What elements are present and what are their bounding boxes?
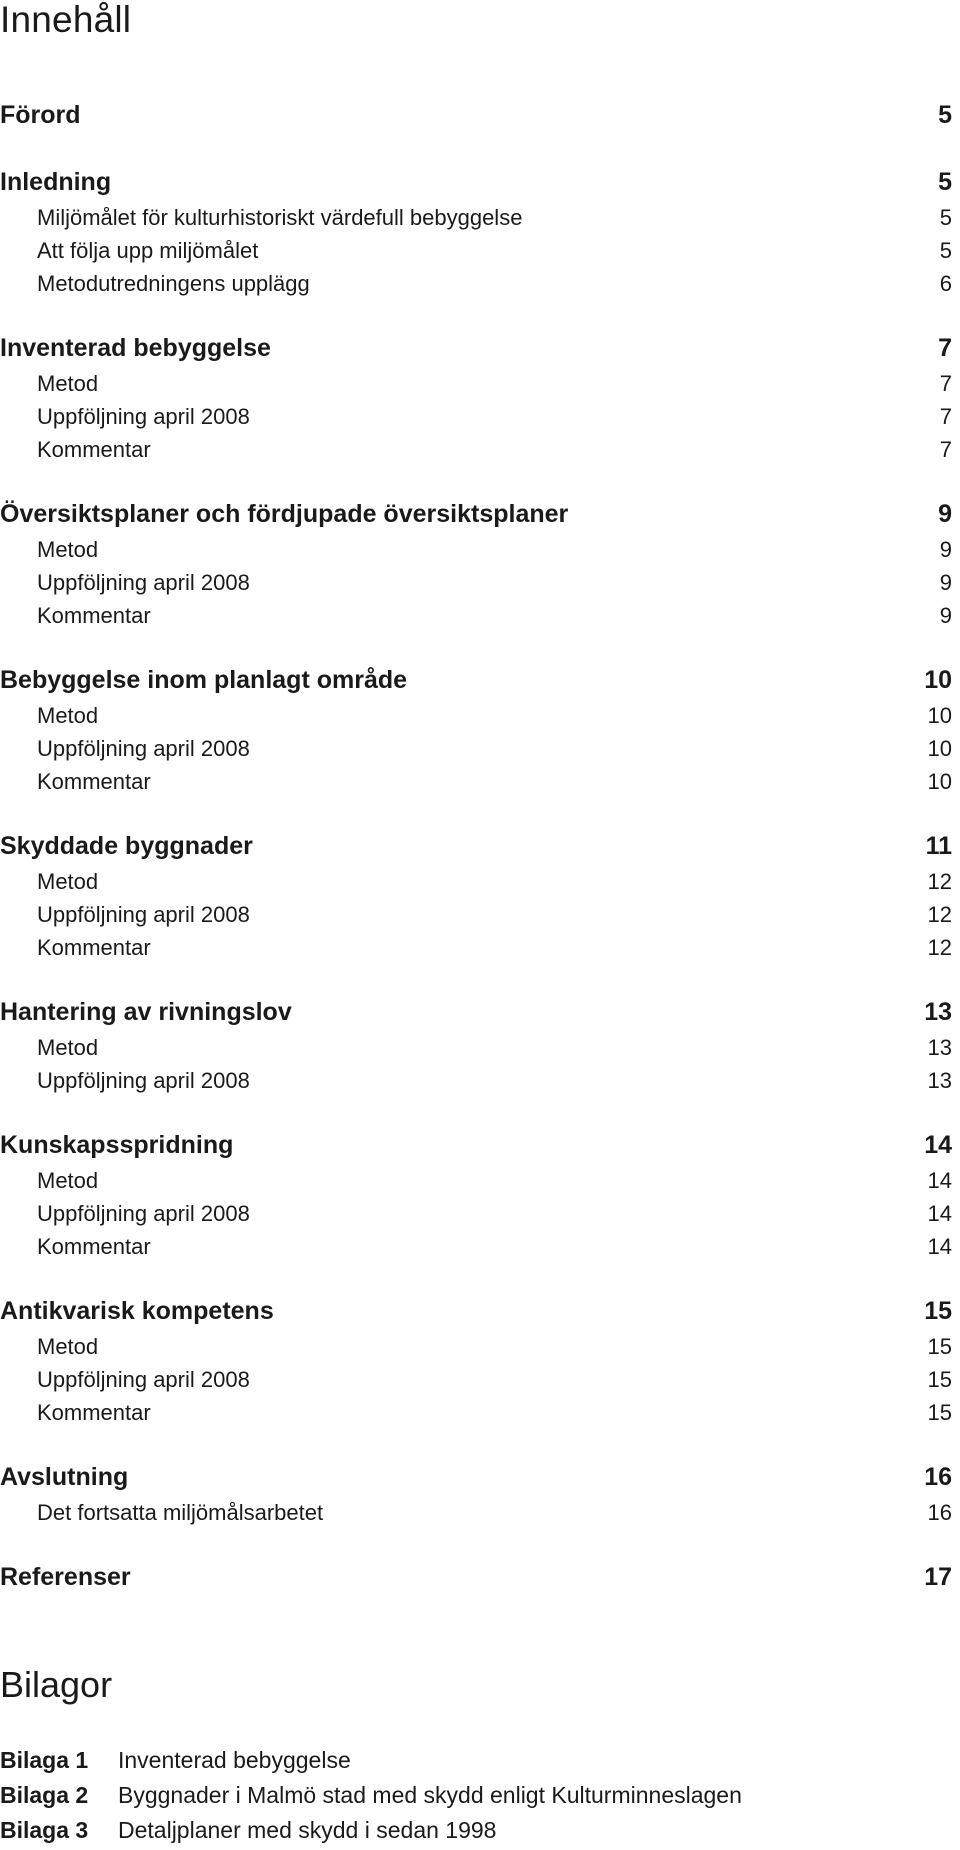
toc-subsection-title: Kommentar (37, 1234, 151, 1259)
toc-subsection-row[interactable] (0, 1396, 952, 1429)
toc-subsection-title: Uppföljning april 2008 (37, 902, 250, 927)
toc-section (0, 330, 952, 496)
toc-section-title: Kunskapsspridning (0, 1131, 234, 1159)
section-spacer (0, 1429, 952, 1459)
toc-section-row[interactable] (0, 662, 952, 699)
toc-subsection-row[interactable] (0, 1064, 952, 1097)
toc-page-number: 16 (927, 1500, 952, 1525)
toc-page-number: 5 (938, 101, 952, 129)
toc-subsection-title: Kommentar (37, 935, 151, 960)
toc-section-title: Avslutning (0, 1463, 129, 1491)
toc-section (0, 164, 952, 330)
toc-subsection-title: Metod (37, 371, 99, 396)
appendix-row[interactable] (0, 1813, 952, 1848)
toc-subsection-title: Att följa upp miljömålet (37, 238, 259, 263)
toc-page-number: 15 (927, 1367, 952, 1392)
toc-page-number: 14 (924, 1131, 952, 1159)
toc-page-number: 9 (938, 500, 952, 528)
toc-page-number: 15 (927, 1400, 952, 1425)
toc-subsection-title: Metod (37, 703, 99, 728)
toc-section-row[interactable] (0, 330, 952, 367)
toc-subsection-row[interactable] (0, 201, 952, 234)
toc-section (0, 1127, 952, 1293)
toc-subsection-title: Metodutredningens upplägg (37, 271, 310, 296)
section-spacer (0, 466, 952, 496)
toc-subsection-title: Uppföljning april 2008 (37, 1201, 250, 1226)
toc-section-title: Referenser (0, 1563, 131, 1591)
toc-subsection-row[interactable] (0, 1031, 952, 1064)
toc-section (0, 1559, 952, 1596)
toc-page-number: 7 (939, 437, 952, 462)
toc-subsection-row[interactable] (0, 732, 952, 765)
toc-subsection-title: Miljömålet för kulturhistoriskt värdefull bebyggelse (37, 205, 523, 230)
toc-section-row[interactable] (0, 164, 952, 201)
toc-section-title: Inledning (0, 168, 112, 196)
toc-subsection-title: Metod (37, 537, 99, 562)
toc-section-title: Bebyggelse inom planlagt område (0, 666, 408, 694)
toc-page-number: 13 (924, 998, 952, 1026)
toc-subsection-row[interactable] (0, 599, 952, 632)
toc-page-number: 9 (939, 537, 952, 562)
appendix-row[interactable] (0, 1778, 952, 1813)
toc-section (0, 1293, 952, 1459)
section-spacer (0, 798, 952, 828)
toc-page-number: 13 (927, 1068, 952, 1093)
appendix-title: Bilagor (0, 1664, 113, 1705)
section-spacer (0, 1263, 952, 1293)
toc-subsection-row[interactable] (0, 1230, 952, 1263)
toc-section-row[interactable] (0, 496, 952, 533)
section-spacer (0, 1529, 952, 1559)
toc-subsection-row[interactable] (0, 699, 952, 732)
toc-page-number: 5 (939, 205, 952, 230)
toc-subsection-row[interactable] (0, 566, 952, 599)
toc-section (0, 662, 952, 828)
appendix-row[interactable] (0, 1743, 952, 1778)
toc-subsection-title: Uppföljning april 2008 (37, 404, 250, 429)
toc-page-number: 12 (927, 902, 952, 927)
toc-page-number: 9 (939, 570, 952, 595)
section-spacer (0, 1097, 952, 1127)
appendix-label: Bilaga 3 (0, 1817, 89, 1843)
page-title: Innehåll (0, 0, 132, 40)
toc-subsection-row[interactable] (0, 400, 952, 433)
toc-page-number: 13 (927, 1035, 952, 1060)
toc-page-number: 16 (924, 1463, 952, 1491)
toc-page-number: 5 (938, 168, 952, 196)
toc-subsection-title: Kommentar (37, 769, 151, 794)
toc-page-number: 17 (924, 1563, 952, 1591)
toc-section-row[interactable] (0, 97, 952, 134)
toc-subsection-row[interactable] (0, 533, 952, 566)
toc-page-number: 15 (924, 1297, 952, 1325)
toc-subsection-title: Uppföljning april 2008 (37, 736, 250, 761)
toc-page-number: 7 (938, 334, 952, 362)
appendix-list (0, 1743, 952, 1848)
toc-page-number: 10 (927, 769, 952, 794)
toc-subsection-title: Metod (37, 1334, 99, 1359)
section-spacer (0, 632, 952, 662)
toc-subsection-row[interactable] (0, 1496, 952, 1529)
appendix-description: Byggnader i Malmö stad med skydd enligt Kulturminneslagen (118, 1782, 742, 1808)
toc-subsection-row[interactable] (0, 1197, 952, 1230)
toc-subsection-row[interactable] (0, 931, 952, 964)
toc-page-number: 5 (939, 238, 952, 263)
toc-subsection-row[interactable] (0, 1164, 952, 1197)
toc-section-title: Skyddade byggnader (0, 832, 253, 860)
toc-subsection-row[interactable] (0, 1330, 952, 1363)
toc-section (0, 1459, 952, 1559)
toc-section-row[interactable] (0, 1459, 952, 1496)
toc-section (0, 496, 952, 662)
toc-subsection-title: Metod (37, 1035, 99, 1060)
toc-section-row[interactable] (0, 1127, 952, 1164)
toc-section (0, 994, 952, 1127)
toc-section-row[interactable] (0, 828, 952, 865)
toc-subsection-title: Kommentar (37, 437, 151, 462)
appendix-label: Bilaga 1 (0, 1747, 89, 1773)
toc-subsection-row[interactable] (0, 367, 952, 400)
toc-subsection-row[interactable] (0, 267, 952, 300)
toc-section-title: Antikvarisk kompetens (0, 1297, 274, 1325)
toc-section-title: Hantering av rivningslov (0, 998, 292, 1026)
toc-page-number: 15 (927, 1334, 952, 1359)
toc-page-number: 10 (924, 666, 952, 694)
toc-subsection-title: Det fortsatta miljömålsarbetet (37, 1500, 324, 1525)
appendix-label: Bilaga 2 (0, 1782, 89, 1808)
appendix-description: Detaljplaner med skydd i sedan 1998 (118, 1817, 497, 1843)
toc-subsection-row[interactable] (0, 234, 952, 267)
toc-subsection-title: Kommentar (37, 1400, 151, 1425)
toc-subsection-title: Uppföljning april 2008 (37, 1367, 250, 1392)
toc-subsection-title: Uppföljning april 2008 (37, 1068, 250, 1093)
toc-section-row[interactable] (0, 1559, 952, 1596)
toc-page-number: 6 (939, 271, 952, 296)
toc-subsection-row[interactable] (0, 765, 952, 798)
toc-subsection-title: Metod (37, 1168, 99, 1193)
toc-page-number: 11 (925, 832, 952, 860)
toc-page-number: 10 (927, 736, 952, 761)
toc-section-row[interactable] (0, 994, 952, 1031)
appendix-description: Inventerad bebyggelse (118, 1747, 351, 1773)
toc-page-number: 14 (927, 1168, 952, 1193)
section-spacer (0, 964, 952, 994)
toc-page-number: 7 (939, 404, 952, 429)
toc-section (0, 97, 952, 164)
toc-section-title: Förord (0, 101, 81, 129)
toc-section-title: Översiktsplaner och fördjupade översiktsplaner (0, 500, 569, 528)
toc-subsection-row[interactable] (0, 1363, 952, 1396)
toc-subsection-title: Kommentar (37, 603, 151, 628)
section-spacer (0, 134, 952, 164)
toc-page-number: 12 (927, 869, 952, 894)
table-of-contents (0, 97, 952, 1596)
toc-page-number: 9 (939, 603, 952, 628)
toc-page-number: 10 (927, 703, 952, 728)
section-spacer (0, 300, 952, 330)
toc-subsection-row[interactable] (0, 433, 952, 466)
toc-page-number: 7 (939, 371, 952, 396)
toc-page-number: 14 (927, 1201, 952, 1226)
toc-page-number: 14 (927, 1234, 952, 1259)
toc-subsection-title: Uppföljning april 2008 (37, 570, 250, 595)
toc-subsection-row[interactable] (0, 898, 952, 931)
toc-section-row[interactable] (0, 1293, 952, 1330)
toc-section (0, 828, 952, 994)
toc-page-number: 12 (927, 935, 952, 960)
toc-subsection-title: Metod (37, 869, 99, 894)
toc-subsection-row[interactable] (0, 865, 952, 898)
toc-section-title: Inventerad bebyggelse (0, 334, 271, 362)
